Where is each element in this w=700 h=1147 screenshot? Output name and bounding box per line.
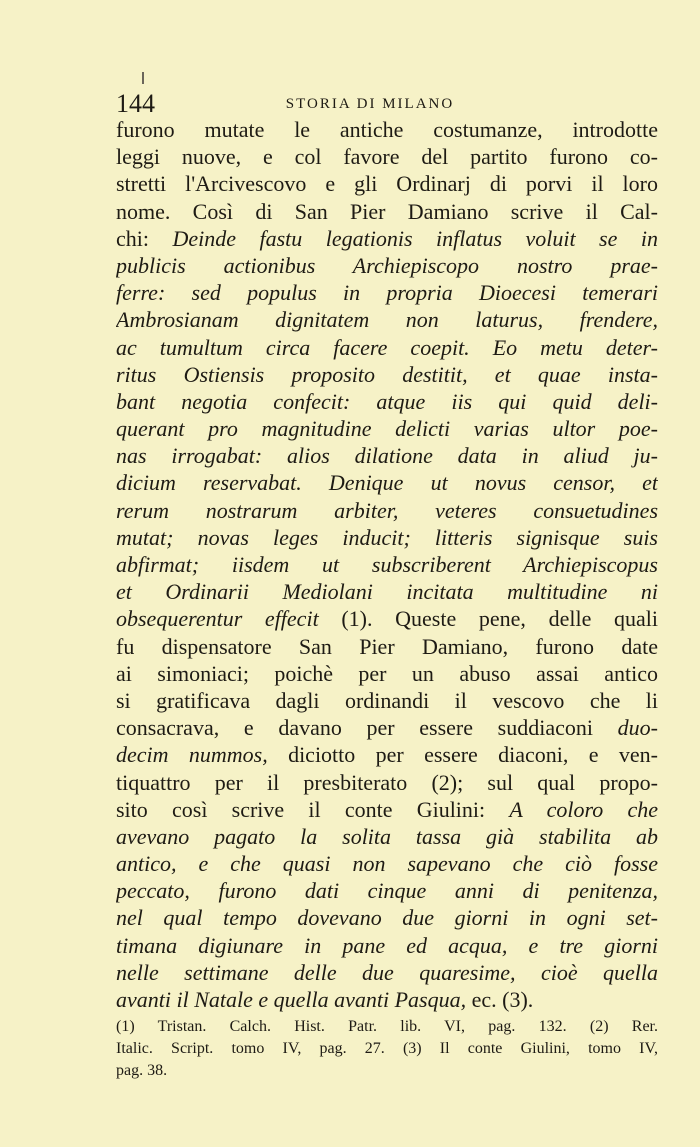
italic-text: ferre: sed populus in propria Dioecesi temerari (116, 280, 658, 306)
body-text (116, 116, 658, 1013)
roman-text: leggi nuove, e col favore del partito furono co- (116, 144, 658, 170)
italic-text: antico, e che quasi non sapevano che ciò fosse (116, 851, 658, 877)
text-line (116, 741, 658, 768)
roman-text: chi: (116, 225, 173, 251)
italic-text: nel qual tempo dovevano due giorni in ogni set- (116, 905, 658, 931)
roman-text: (1). Queste pene, delle quali (318, 606, 658, 632)
text-line (116, 959, 658, 986)
text-line (116, 823, 658, 850)
text-line (116, 116, 658, 143)
text-line (116, 904, 658, 931)
roman-text: ec. (3). (466, 987, 534, 1012)
text-line (116, 850, 658, 877)
footnotes (116, 1016, 658, 1082)
text-line (116, 225, 658, 252)
italic-text: peccato, furono dati cinque anni di penitenza, (116, 878, 658, 904)
italic-text: mutat; novas leges inducit; litteris signisque suis (116, 524, 658, 550)
italic-text: nas irrogabat: alios dilatione data in aliud ju- (116, 443, 658, 469)
text-line (116, 252, 658, 279)
italic-text: abfirmat; iisdem ut subscriberent Archiepiscopus (116, 552, 658, 577)
text-line (116, 497, 658, 524)
roman-text: consacrava, e davano per essere suddiaconi (116, 715, 618, 741)
italic-text: duo- (617, 715, 658, 741)
italic-text: rerum nostrarum arbiter, veteres consuetudines (116, 497, 658, 523)
text-line (116, 306, 658, 333)
text-line (116, 877, 658, 904)
roman-text: furono mutate le antiche costumanze, introdotte (116, 117, 658, 142)
roman-text: si gratificava dagli ordinandi il vescovo che li (116, 687, 658, 713)
text-line (116, 170, 658, 197)
italic-text: avanti il Natale e quella avanti Pasqua, (116, 987, 467, 1012)
text-line (116, 279, 658, 306)
text-line (116, 442, 658, 469)
text-line (116, 551, 658, 578)
roman-text: tiquattro per il presbiterato (2); sul qual propo- (116, 769, 658, 795)
running-title: STORIA DI MILANO (285, 96, 455, 112)
text-line (116, 334, 658, 361)
italic-text: querant pro magnitudine delicti varias ultor poe- (116, 416, 658, 442)
text-line (116, 986, 658, 1013)
italic-text: Deinde fastu legationis inflatus voluit se in (172, 225, 658, 251)
print-mark (142, 72, 144, 84)
footnote-line: Italic. Script. tomo IV, pag. 27. (3) Il conte Giulini, tomo IV, (116, 1040, 658, 1057)
text-line (116, 796, 658, 823)
italic-text: decim nummos, (116, 742, 268, 768)
italic-text: ac tumultum circa facere coepit. Eo metu deter- (116, 334, 658, 360)
text-line (116, 469, 658, 496)
text-line (116, 932, 658, 959)
roman-text: diciotto per essere diaconi, e ven- (267, 742, 658, 768)
italic-text: A coloro che (509, 796, 658, 822)
italic-text: et Ordinarii Mediolani incitata multitudine ni (116, 579, 658, 605)
italic-text: Ambrosianam dignitatem non laturus, frendere, (116, 307, 658, 333)
italic-text: dicium reservabat. Denique ut novus censor, et (116, 470, 658, 496)
text-line (116, 605, 658, 632)
italic-text: publicis actionibus Archiepiscopo nostro prae- (116, 252, 658, 278)
text-line (116, 415, 658, 442)
roman-text: sito così scrive il conte Giulini: (116, 796, 510, 822)
footnote-line: (1) Tristan. Calch. Hist. Patr. lib. VI, pag. 132. (2) Rer. (116, 1018, 658, 1035)
text-line (116, 143, 658, 170)
roman-text: nome. Così di San Pier Damiano scrive il Cal- (116, 198, 658, 224)
footnote-line: pag. 38. (116, 1062, 168, 1079)
italic-text: timana digiunare in pane ed acqua, e tre giorni (116, 932, 658, 958)
text-line (116, 687, 658, 714)
roman-text: stretti l'Arcivescovo e gli Ordinarj di porvi il loro (116, 171, 658, 197)
text-line (116, 578, 658, 605)
text-line (116, 633, 658, 660)
roman-text: fu dispensatore San Pier Damiano, furono date (116, 633, 658, 659)
text-line (116, 714, 658, 741)
text-line (116, 388, 658, 415)
text-line (116, 524, 658, 551)
italic-text: avevano pagato la solita tassa già stabilita ab (116, 823, 658, 849)
page-number: 144 (116, 89, 155, 118)
italic-text: bant negotia confecit: atque iis qui quid deli- (116, 388, 658, 414)
italic-text: obsequerentur effecit (116, 606, 319, 632)
italic-text: ritus Ostiensis proposito destitit, et quae insta- (116, 361, 658, 387)
text-line (116, 198, 658, 225)
text-line (116, 769, 658, 796)
text-line (116, 660, 658, 687)
roman-text: ai simoniaci; poichè per un abuso assai antico (116, 660, 658, 686)
text-line (116, 361, 658, 388)
italic-text: nelle settimane delle due quaresime, cioè quella (116, 959, 658, 985)
